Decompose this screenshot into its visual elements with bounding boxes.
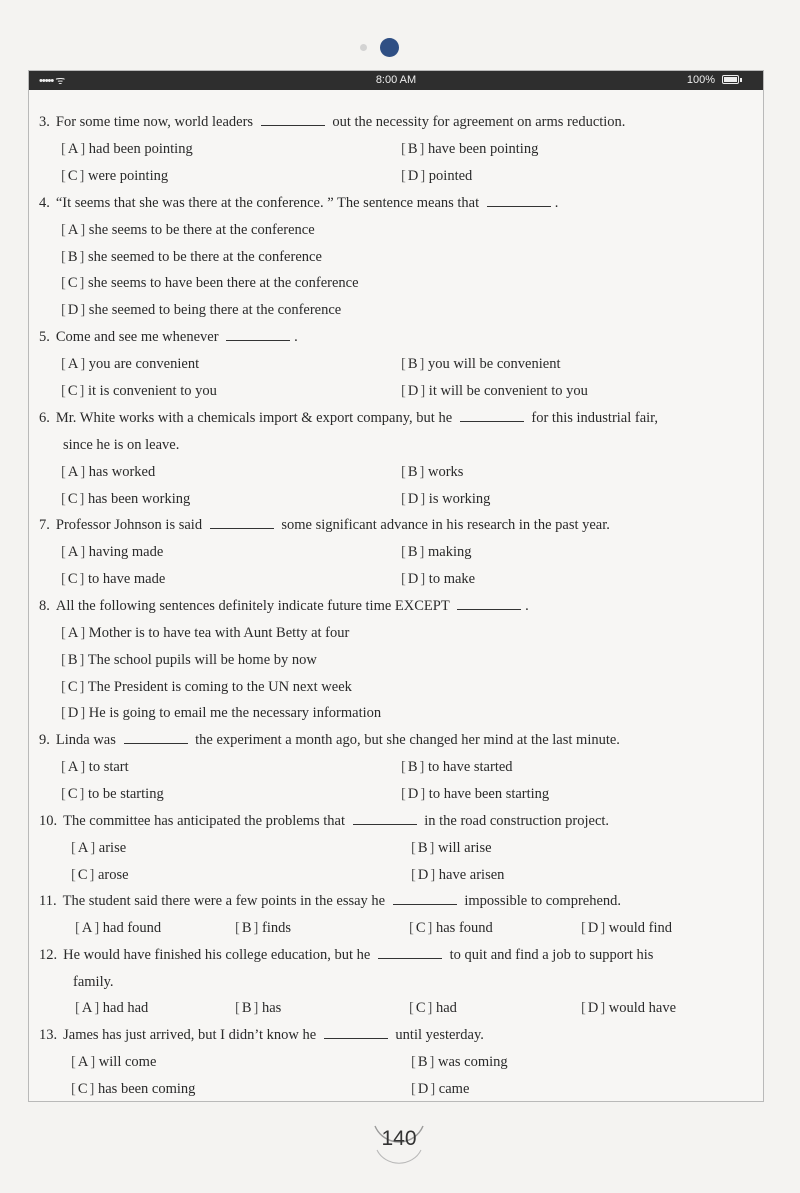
status-bar [29, 71, 763, 90]
question-number: 6. [39, 410, 50, 426]
option-text: was coming [437, 1054, 508, 1070]
stem-text: in the road construction project. [420, 813, 610, 829]
option-key: [ B ] [401, 544, 428, 560]
option-c[interactable] [61, 490, 190, 508]
option-key: [ C ] [61, 168, 88, 184]
stem-text: out the necessity for agreement on arms reduction. [328, 114, 626, 130]
stem-text: Linda was [55, 732, 120, 748]
option-text: has worked [88, 464, 156, 480]
option-text: it is convenient to you [87, 383, 217, 399]
page-number-badge [369, 1116, 429, 1164]
option-text: she seems to be there at the conference [88, 222, 315, 238]
option-key: [ A ] [61, 544, 89, 560]
option-text: The school pupils will be home by now [87, 652, 317, 668]
option-text: will come [98, 1054, 157, 1070]
camera-lens-icon [380, 38, 399, 57]
option-key: [ A ] [61, 464, 89, 480]
option-text: had found [102, 920, 162, 936]
option-a[interactable] [71, 1053, 156, 1071]
stem-text: . [554, 195, 559, 211]
question-stem [63, 436, 179, 454]
option-text: were pointing [87, 168, 169, 184]
option-c[interactable] [61, 785, 164, 803]
answer-blank[interactable] [324, 1027, 388, 1039]
stem-text: The committee has anticipated the problems that [63, 813, 349, 829]
option-c[interactable] [61, 570, 165, 588]
option-text: you will be convenient [427, 356, 561, 372]
stem-text: until yesterday. [391, 1027, 484, 1043]
option-b[interactable] [235, 919, 291, 937]
option-c[interactable] [61, 678, 352, 696]
stem-text: “It seems that she was there at the conference. ” The sentence means that [55, 195, 483, 211]
option-text: has been working [87, 491, 191, 507]
stem-text: Mr. White works with a chemicals import & export company, but he [55, 410, 456, 426]
option-key: [ C ] [61, 571, 88, 587]
question-stem [39, 194, 558, 212]
stem-text: James has just arrived, but I didn’t know he [63, 1027, 320, 1043]
option-c[interactable] [409, 999, 457, 1017]
stem-text: The student said there were a few points in the essay he [62, 893, 389, 909]
stem-text: since he is on leave. [63, 437, 180, 453]
question-stem [39, 731, 620, 749]
answer-blank[interactable] [487, 195, 551, 207]
stem-text: Professor Johnson is said [55, 517, 206, 533]
option-b[interactable] [411, 839, 492, 857]
option-text: had been pointing [88, 141, 193, 157]
option-d[interactable] [411, 866, 504, 884]
option-text: Mother is to have tea with Aunt Betty at four [88, 625, 350, 641]
question-stem [39, 946, 653, 964]
question-number: 10. [39, 813, 58, 829]
answer-blank[interactable] [457, 598, 521, 610]
sensor-dot [360, 44, 367, 51]
stem-text: for this industrial fair, [527, 410, 659, 426]
question-stem [39, 597, 529, 615]
option-text: have arisen [438, 867, 505, 883]
option-d[interactable] [581, 999, 676, 1017]
option-key: [ C ] [71, 1081, 98, 1097]
option-d[interactable] [61, 301, 341, 319]
question-stem [73, 973, 114, 991]
stem-text: some significant advance in his research in the past year. [277, 517, 610, 533]
option-key: [ C ] [409, 1000, 436, 1016]
option-text: The President is coming to the UN next week [87, 679, 352, 695]
option-key: [ A ] [71, 840, 99, 856]
question-number: 12. [39, 947, 58, 963]
option-text: have been pointing [427, 141, 539, 157]
stem-text: family. [73, 974, 114, 990]
answer-blank[interactable] [378, 947, 442, 959]
option-a[interactable] [61, 543, 163, 561]
option-text: to have made [87, 571, 166, 587]
option-text: pointed [428, 168, 473, 184]
question-number: 11. [39, 893, 57, 909]
status-time: 8:00 AM [375, 74, 417, 86]
option-key: [ D ] [401, 491, 429, 507]
option-d[interactable] [401, 785, 549, 803]
option-key: [ B ] [401, 141, 428, 157]
option-a[interactable] [61, 624, 349, 642]
question-number: 8. [39, 598, 50, 614]
option-text: she seems to have been there at the conference [87, 275, 359, 291]
question-stem [39, 1026, 484, 1044]
option-text: came [438, 1081, 470, 1097]
stem-text: All the following sentences definitely indicate future time EXCEPT [55, 598, 454, 614]
answer-blank[interactable] [124, 732, 188, 744]
question-number: 9. [39, 732, 50, 748]
option-b[interactable] [411, 1053, 508, 1071]
option-text: making [427, 544, 472, 560]
question-number: 13. [39, 1027, 58, 1043]
question-stem [39, 409, 658, 427]
option-b[interactable] [61, 651, 317, 669]
option-b[interactable] [401, 758, 513, 776]
page-number: 140 [381, 1127, 417, 1150]
option-text: it will be convenient to you [428, 383, 588, 399]
option-key: [ C ] [61, 679, 88, 695]
option-key: [ D ] [581, 1000, 609, 1016]
option-b[interactable] [401, 355, 560, 373]
device-camera [0, 36, 800, 60]
tablet-frame [28, 70, 764, 1102]
question-number: 5. [39, 329, 50, 345]
option-text: would have [608, 1000, 677, 1016]
option-text: has found [435, 920, 493, 936]
option-key: [ D ] [411, 867, 439, 883]
option-d[interactable] [61, 704, 381, 722]
option-key: [ B ] [411, 1054, 438, 1070]
option-text: had [435, 1000, 457, 1016]
battery-icon [722, 75, 739, 84]
option-c[interactable] [61, 274, 359, 292]
option-text: had had [102, 1000, 149, 1016]
option-key: [ A ] [75, 1000, 103, 1016]
option-key: [ A ] [61, 759, 89, 775]
option-a[interactable] [61, 355, 199, 373]
option-a[interactable] [61, 140, 193, 158]
option-key: [ D ] [61, 705, 89, 721]
option-text: arose [97, 867, 129, 883]
option-text: she seemed to be there at the conference [87, 249, 322, 265]
option-d[interactable] [581, 919, 672, 937]
option-key: [ A ] [61, 356, 89, 372]
option-a[interactable] [61, 463, 155, 481]
option-key: [ A ] [61, 222, 89, 238]
option-text: works [427, 464, 464, 480]
option-d[interactable] [401, 167, 472, 185]
option-key: [ B ] [235, 920, 262, 936]
answer-blank[interactable] [393, 893, 457, 905]
option-b[interactable] [401, 543, 471, 561]
option-c[interactable] [71, 866, 129, 884]
battery-percentage: 100% [686, 74, 715, 86]
option-key: [ C ] [61, 383, 88, 399]
option-key: [ D ] [401, 571, 429, 587]
option-key: [ C ] [61, 275, 88, 291]
option-key: [ B ] [411, 840, 438, 856]
option-key: [ D ] [61, 302, 89, 318]
answer-blank[interactable] [460, 410, 524, 422]
option-text: having made [88, 544, 164, 560]
option-text: to have been starting [428, 786, 550, 802]
option-text: you are convenient [88, 356, 200, 372]
option-d[interactable] [411, 1080, 469, 1098]
option-a[interactable] [61, 758, 129, 776]
stem-text: He would have finished his college education, but he [63, 947, 374, 963]
option-text: would find [608, 920, 673, 936]
option-b[interactable] [235, 999, 281, 1017]
option-key: [ D ] [411, 1081, 439, 1097]
option-key: [ B ] [401, 464, 428, 480]
option-key: [ C ] [61, 786, 88, 802]
option-key: [ B ] [401, 356, 428, 372]
question-stem [39, 113, 625, 131]
option-a[interactable] [75, 999, 148, 1017]
stem-text: Come and see me whenever [55, 329, 223, 345]
option-text: she seemed to being there at the conference [88, 302, 342, 318]
option-a[interactable] [61, 221, 315, 239]
question-stem [39, 328, 298, 346]
option-key: [ D ] [581, 920, 609, 936]
option-a[interactable] [75, 919, 161, 937]
option-key: [ B ] [401, 759, 428, 775]
option-d[interactable] [401, 382, 588, 400]
option-c[interactable] [61, 167, 168, 185]
stem-text: to quit and find a job to support his [445, 947, 654, 963]
option-c[interactable] [71, 1080, 195, 1098]
question-number: 4. [39, 195, 50, 211]
question-stem [39, 812, 609, 830]
question-number: 3. [39, 114, 50, 130]
option-a[interactable] [71, 839, 126, 857]
option-text: to make [428, 571, 476, 587]
option-text: to start [88, 759, 129, 775]
option-text: arise [98, 840, 127, 856]
option-b[interactable] [61, 248, 322, 266]
option-d[interactable] [401, 570, 475, 588]
stem-text: For some time now, world leaders [55, 114, 257, 130]
option-text: is working [428, 491, 491, 507]
option-text: will arise [437, 840, 492, 856]
answer-blank[interactable] [353, 813, 417, 825]
option-key: [ A ] [71, 1054, 99, 1070]
option-key: [ B ] [61, 249, 88, 265]
answer-blank[interactable] [210, 517, 274, 529]
stem-text: the experiment a month ago, but she changed her mind at the last minute. [191, 732, 620, 748]
answer-blank[interactable] [226, 329, 290, 341]
option-text: to be starting [87, 786, 164, 802]
question-number: 7. [39, 517, 50, 533]
answer-blank[interactable] [261, 114, 325, 126]
option-c[interactable] [409, 919, 493, 937]
option-text: finds [261, 920, 291, 936]
option-key: [ A ] [61, 625, 89, 641]
option-key: [ B ] [61, 652, 88, 668]
option-key: [ C ] [409, 920, 436, 936]
stem-text: impossible to comprehend. [460, 893, 622, 909]
stem-text: . [294, 329, 298, 345]
option-key: [ D ] [401, 786, 429, 802]
option-text: He is going to email me the necessary information [88, 705, 382, 721]
option-b[interactable] [401, 140, 538, 158]
option-key: [ D ] [401, 168, 429, 184]
option-key: [ B ] [235, 1000, 262, 1016]
question-stem [39, 892, 621, 910]
option-c[interactable] [61, 382, 217, 400]
option-key: [ C ] [71, 867, 98, 883]
stem-text: . [525, 598, 529, 614]
option-b[interactable] [401, 463, 463, 481]
option-key: [ A ] [61, 141, 89, 157]
option-key: [ A ] [75, 920, 103, 936]
option-key: [ D ] [401, 383, 429, 399]
option-text: has [261, 1000, 282, 1016]
question-stem [39, 516, 610, 534]
option-text: to have started [427, 759, 513, 775]
option-text: has been coming [97, 1081, 196, 1097]
option-key: [ C ] [61, 491, 88, 507]
signal-wifi-icon: ••••• ᯤ [39, 75, 65, 87]
option-d[interactable] [401, 490, 490, 508]
